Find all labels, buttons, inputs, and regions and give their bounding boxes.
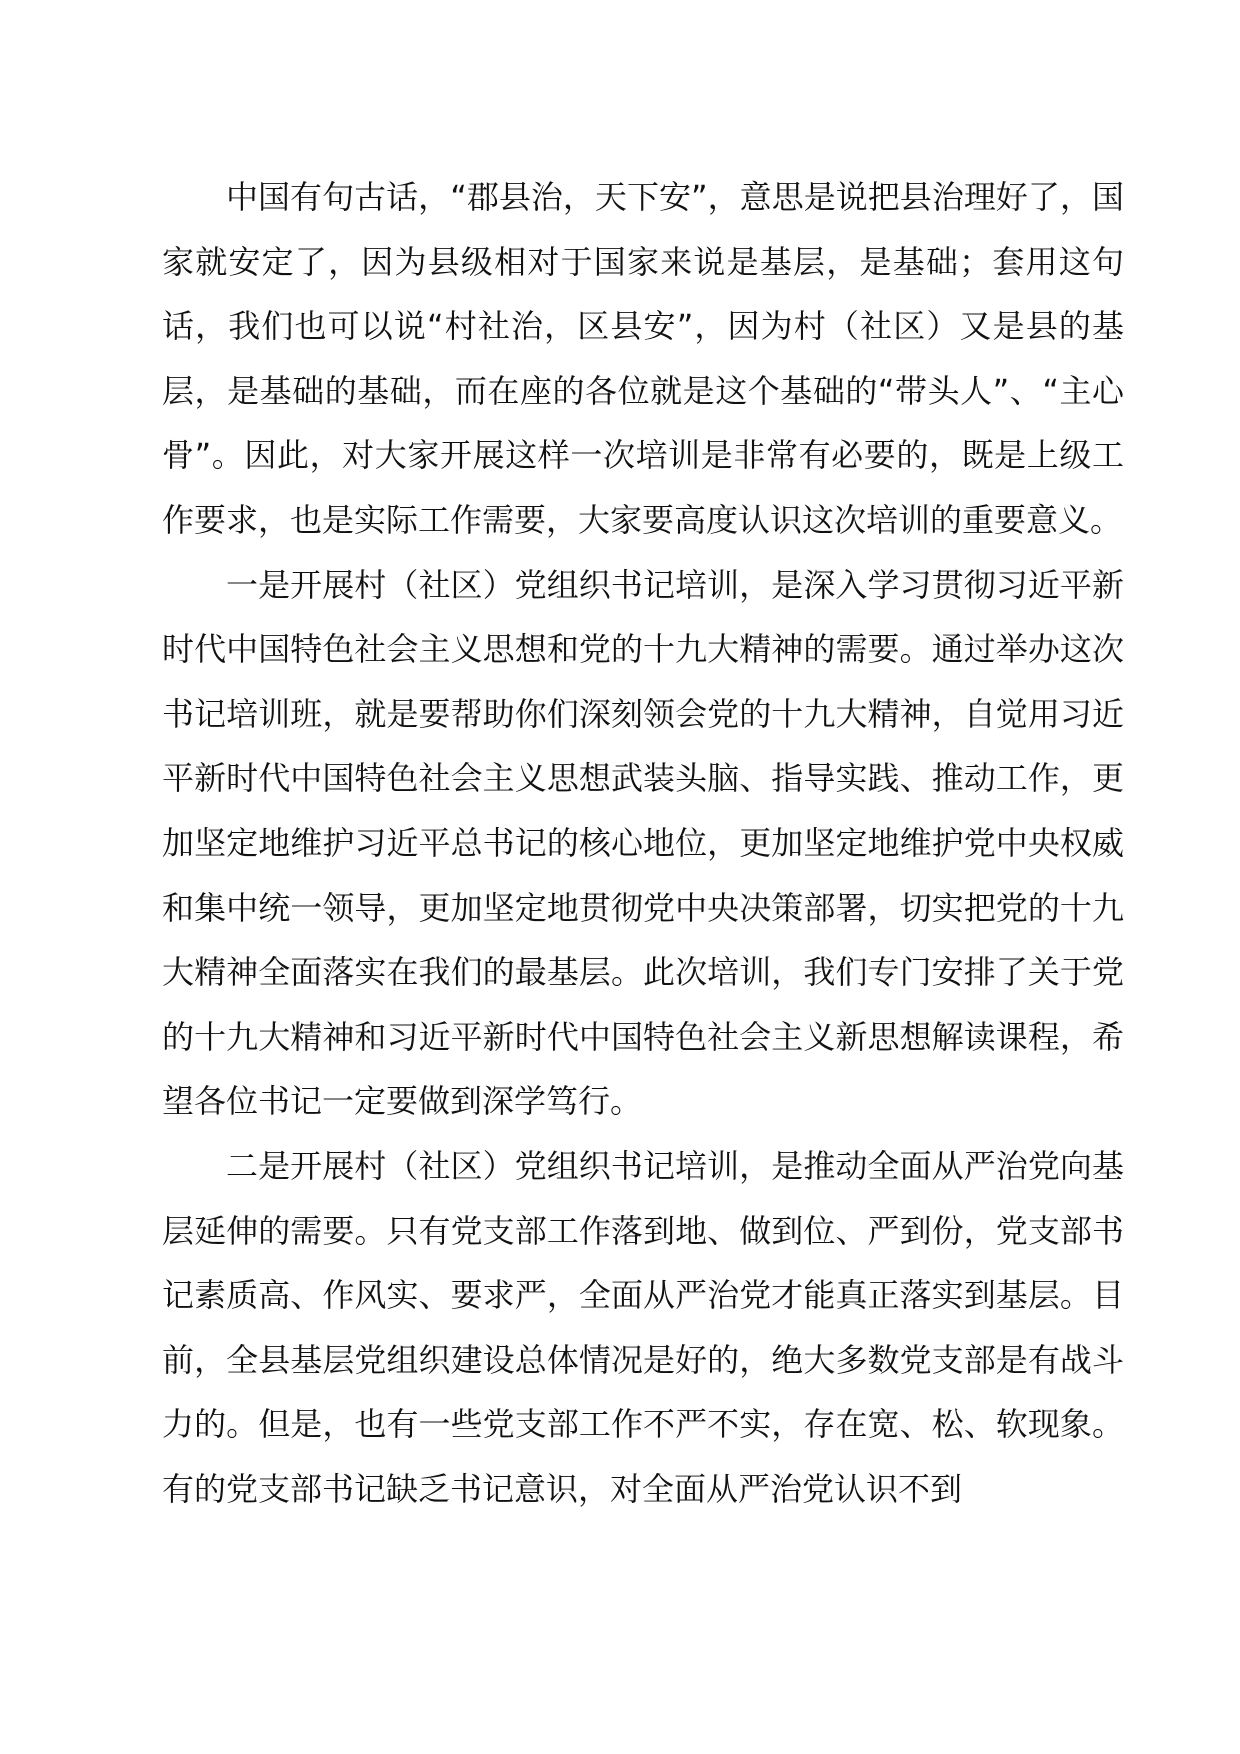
document-body — [162, 165, 1124, 1521]
paragraph-intro: 中国有句古话，“郡县治，天下安”，意思是说把县治理好了，国家就安定了，因为县级相对于国家来说是基层，是基础；套用这句话，我们也可以说“村社治，区县安”，因为村（社区）又是县的基层，是基础的基础，而在座的各位就是这个基础的“带头人”、“主心骨”。因此，对大家开展这样一次培训是非常有必要的，既是上级工作要求，也是实际工作需要，大家要高度认识这次培训的重要意义。 — [162, 178, 1124, 539]
paragraph-point-two: 二是开展村（社区）党组织书记培训，是推动全面从严治党向基层延伸的需要。只有党支部工作落到地、做到位、严到份，党支部书记素质高、作风实、要求严，全面从严治党才能真正落实到基层。目前，全县基层党组织建设总体情况是好的，绝大多数党支部是有战斗力的。但是，也有一些党支部工作不严不实，存在宽、松、软现象。有的党支部书记缺乏书记意识，对全面从严治党认识不到 — [162, 1146, 1124, 1508]
paragraph-point-one: 一是开展村（社区）党组织书记培训，是深入学习贯彻习近平新时代中国特色社会主义思想和党的十九大精神的需要。通过举办这次书记培训班，就是要帮助你们深刻领会党的十九大精神，自觉用习近平新时代中国特色社会主义思想武装头脑、指导实践、推动工作，更加坚定地维护习近平总书记的核心地位，更加坚定地维护党中央权威和集中统一领导，更加坚定地贯彻党中央决策部署，切实把党的十九大精神全面落实在我们的最基层。此次培训，我们专门安排了关于党的十九大精神和习近平新时代中国特色社会主义新思想解读课程，希望各位书记一定要做到深学笃行。 — [162, 565, 1124, 1121]
